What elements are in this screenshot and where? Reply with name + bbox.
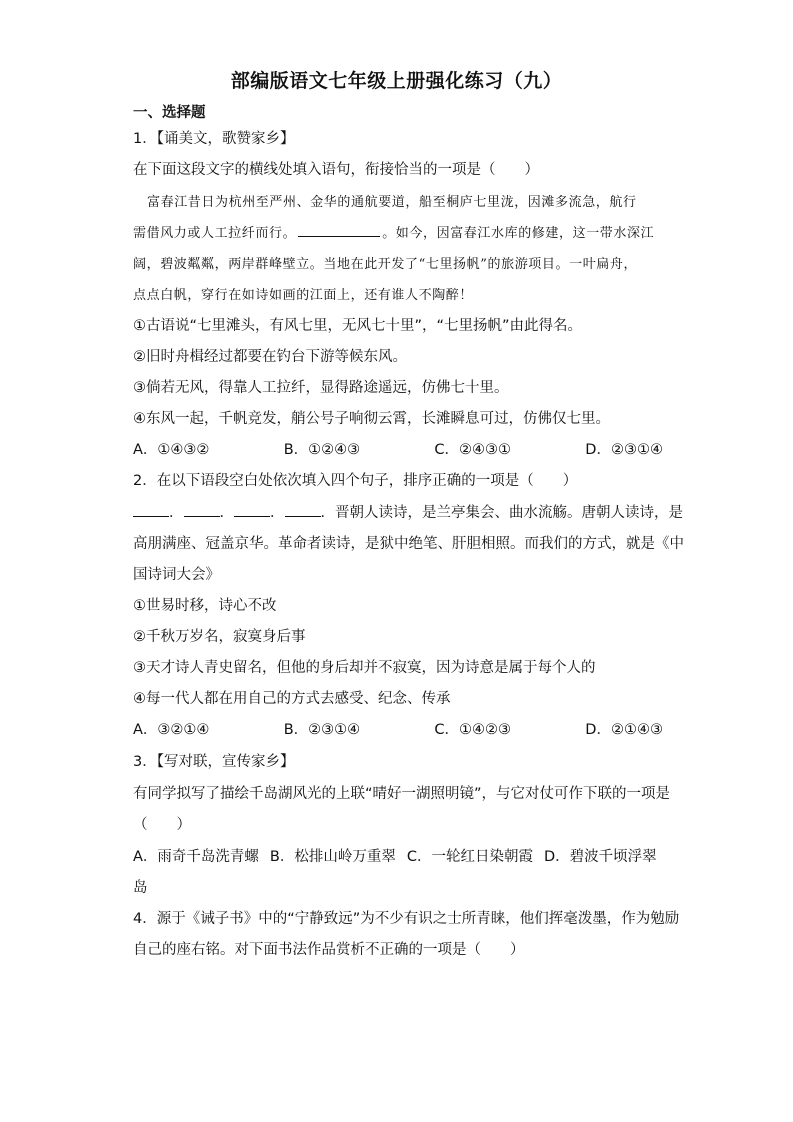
option-c[interactable]: C．②④③① (434, 442, 512, 458)
q2-item: ④每一代人都在用自己的方式去感受、纪念、传承 (133, 691, 451, 707)
passage-text: ．晋朝人读诗，是兰亭集会、曲水流觞。唐朝人读诗，是 (320, 505, 683, 521)
q1-passage-line: 点点白帆，穿行在如诗如画的江面上，还有谁人不陶醉！ (133, 288, 474, 303)
q4-stem: 自己的座右铭。对下面书法作品赏析不正确的一项是（ ） (133, 942, 525, 958)
q1-item: ①古语说“七里滩头，有风七里，无风七十里”，“七里扬帆”由此得名。 (133, 318, 583, 334)
passage-text: 。如今，因富春江水库的修建，这一带水深江 (382, 226, 655, 241)
q2-item: ①世易时移，诗心不改 (133, 598, 277, 614)
q2-passage-line: 国诗词大会》 (133, 567, 220, 583)
option-d[interactable]: D．②①④③ (585, 722, 663, 738)
passage-text: 需借风力或人工拉纤而行。 (133, 226, 297, 241)
q2-item: ③天才诗人青史留名，但他的身后却并不寂寞，因为诗意是属于每个人的 (133, 660, 596, 676)
q3-option-wrap: 岛 (133, 880, 148, 896)
q1-options (133, 440, 663, 460)
fill-blank (133, 504, 169, 517)
q3-stem: （ ） (133, 817, 191, 833)
option-a[interactable]: A．③②①④ (133, 722, 210, 738)
q2-options (133, 720, 663, 740)
fill-blank (285, 504, 321, 517)
option-c[interactable]: C．①④②③ (434, 722, 512, 738)
q2-item: ②千秋万岁名，寂寞身后事 (133, 629, 306, 645)
q1-stem: 在下面这段文字的横线处填入语句，衔接恰当的一项是（ ） (133, 162, 539, 178)
option-d[interactable]: D．②③①④ (585, 442, 663, 458)
fill-blank (298, 224, 380, 237)
q1-passage-line (133, 224, 654, 244)
fill-blank (234, 504, 270, 517)
q1-passage-line: 富春江昔日为杭州至严州、金华的通航要道，船至桐庐七里泷，因滩多流急，航行 (147, 195, 637, 210)
q3-options (133, 847, 663, 867)
option-d[interactable]: D．碧波千顷浮翠 (544, 849, 657, 865)
q1-passage-line: 阔，碧波粼粼，两岸群峰壁立。当地在此开发了“七里扬帆”的旅游项目。一叶扁舟， (133, 257, 638, 272)
q2-passage-line: 高朋满座、冠盖京华。革命者读诗，是狱中绝笔、肝胆相照。而我们的方式，就是《中 (133, 536, 684, 552)
separator: ． (270, 505, 285, 521)
option-c[interactable]: C．一轮红日染朝霞 (406, 849, 533, 865)
separator: ． (219, 505, 234, 521)
q1-item: ③倘若无风，得靠人工拉纤，显得路途遥远，仿佛七十里。 (133, 380, 509, 396)
separator: ． (169, 505, 184, 521)
q1-header: 1．【诵美文，歌赞家乡】 (133, 131, 295, 147)
q4-stem: 4．源于《诫子书》中的“宁静致远”为不少有识之士所青睐，他们挥毫泼墨，作为勉励 (133, 911, 680, 927)
option-a[interactable]: A．雨奇千岛洗青螺 (133, 849, 259, 865)
page-title: 部编版语文七年级上册强化练习（九） (230, 70, 563, 92)
option-b[interactable]: B．②③①④ (283, 722, 361, 738)
q3-stem: 有同学拟写了描绘千岛湖风光的上联“晴好一湖照明镜”，与它对仗可作下联的一项是 (133, 786, 671, 802)
option-b[interactable]: B．①②④③ (283, 442, 361, 458)
q2-passage-line (133, 503, 683, 523)
q1-item: ④东风一起，千帆竞发，艄公号子响彻云霄，长滩瞬息可过，仿佛仅七里。 (133, 411, 610, 427)
fill-blank (184, 504, 220, 517)
option-a[interactable]: A．①④③② (133, 442, 210, 458)
q2-stem: 2．在以下语段空白处依次填入四个句子，排序正确的一项是（ ） (133, 473, 578, 489)
q1-item: ②旧时舟楫经过都要在钓台下游等候东风。 (133, 349, 407, 365)
option-b[interactable]: B．松排山岭万重翠 (269, 849, 396, 865)
section-heading: 一、选择题 (133, 105, 206, 121)
q3-header: 3．【写对联，宣传家乡】 (133, 754, 295, 770)
